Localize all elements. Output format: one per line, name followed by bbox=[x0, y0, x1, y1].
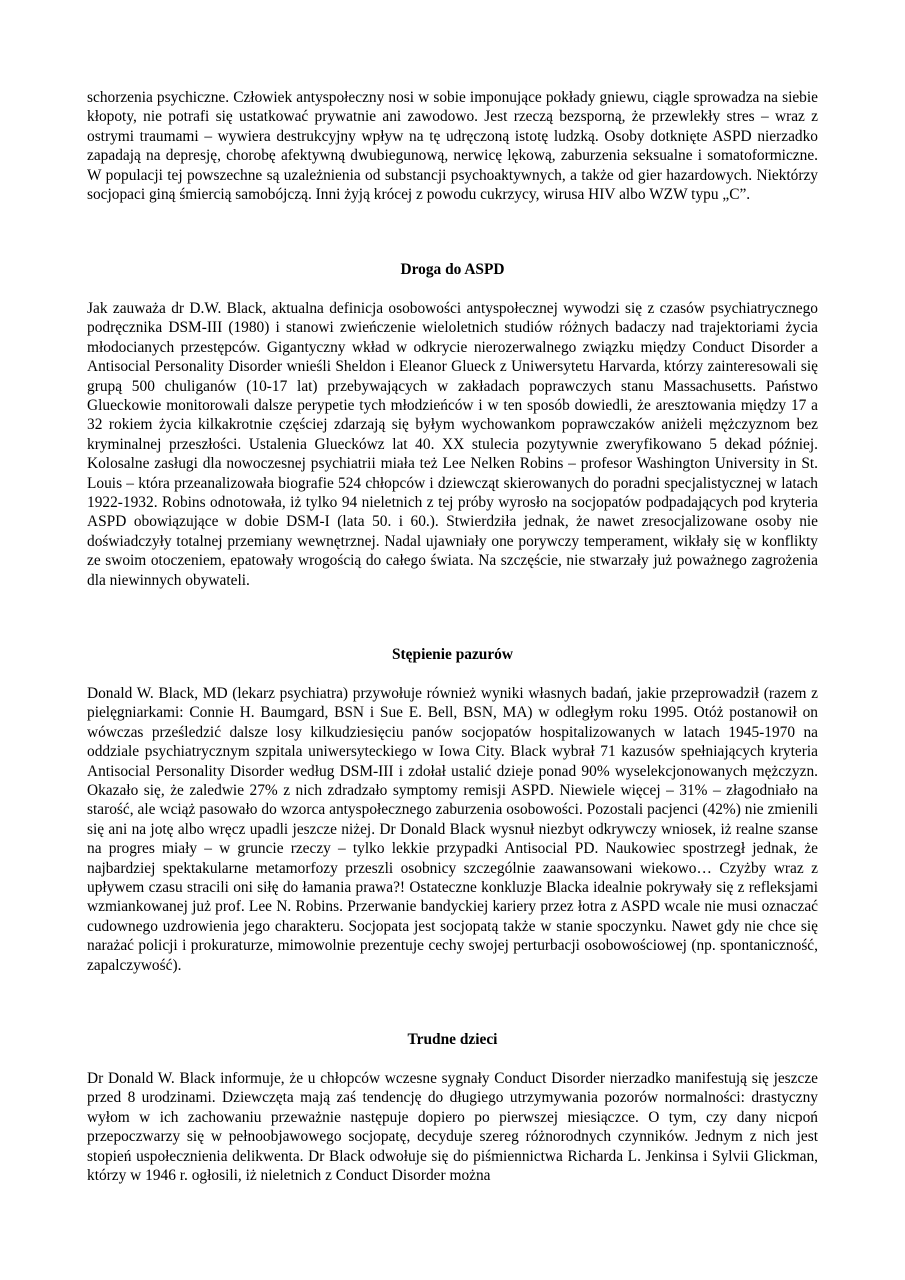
section-heading-stepienie: Stępienie pazurów bbox=[392, 646, 513, 663]
trudne-paragraph: Dr Donald W. Black informuje, że u chłopców wczesne sygnały Conduct Disorder nierzadko manifestują się jeszcze przed 8 urodzinami. Dziewczęta mają zaś tendencję do długiego utrzymywania pozorów normalności: drastyczny wyłom w ich zachowaniu przeważnie następuje dopiero po pierwszej miesiączce. O tym, czy dany nicpoń przepoczwarzy się w pełnoobjawowego socjopatę, decyduje szereg różnorodnych czynników. Jednym z nich jest stopień uspołecznienia delikwenta. Dr Black odwołuje się do piśmiennictwa Richarda L. Jenkinsa i Sylvii Glickman, którzy w 1946 r. ogłosili, iż nieletnich z Conduct Disorder można bbox=[87, 1070, 818, 1185]
intro-paragraph: schorzenia psychiczne. Człowiek antyspołeczny nosi w sobie imponujące pokłady gniewu, ciągle sprowadza na siebie kłopoty, nie potrafi się ustatkować prywatnie ani zawodowo. Jest rzeczą bezsporną, że przewlekły stres – wraz z ostrymi traumami – wywiera destrukcyjny wpływ na tę udręczoną istotę ludzką. Osoby dotknięte ASPD nierzadko zapadają na depresję, chorobę afektywną dwubiegunową, nerwicę lękową, zaburzenia seksualne i somatoformiczne. W populacji tej powszechne są uzależnienia od substancji psychoaktywnych, a także od gier hazardowych. Niektórzy socjopaci giną śmiercią samobójczą. Inni żyją krócej z powodu cukrzycy, wirusa HIV albo WZW typu „C”. bbox=[87, 89, 818, 204]
stepienie-paragraph: Donald W. Black, MD (lekarz psychiatra) przywołuje również wyniki własnych badań, jakie przeprowadził (razem z pielęgniarkami: Connie H. Baumgard, BSN i Sue E. Bell, BSN, MA) w odległym roku 1995. Otóż postanowił on wówczas prześledzić dalsze losy kilkudziesięciu panów socjopatów hospitalizowanych w latach 1945-1970 na oddziale psychiatrycznym szpitala uniwersyteckiego w Iowa City. Black wybrał 71 kazusów spełniających kryteria Antisocial Personality Disorder według DSM-III i zdołał ustalić dzieje ponad 90% wyselekcjonowanych mężczyzn. Okazało się, że zaledwie 27% z nich zdradzało symptomy remisji ASPD. Niewiele więcej – 31% – złagodniało na starość, ale wciąż pasowało do wzorca antyspołecznego zaburzenia osobowości. Pozostali pacjenci (42%) nie zmienili się ani na jotę albo wręcz upadli jeszcze niżej. Dr Donald Black wysnuł niezbyt odkrywczy wniosek, iż realne szanse na progres miały – w gruncie rzeczy – tylko lekkie przypadki Antisocial PD. Naukowiec spostrzegł jednak, że najbardziej spektakularne metamorfozy przeszli osobnicy szczególnie zaawansowani wiekowo… Czyżby wraz z upływem czasu stracili oni siłę do łamania prawa?! Ostateczne konkluzje Blacka idealnie pokrywały się z refleksjami wzmiankowanej już prof. Lee N. Robins. Przerwanie bandyckiej kariery przez łotra z ASPD wcale nie musi oznaczać cudownego uzdrowienia jego charakteru. Socjopata jest socjopatą także w stanie spoczynku. Nawet gdy nie chce się narażać policji i prokuraturze, mimowolnie prezentuje cechy swojej perturbacji osobowościowej (np. spontaniczność, zapalczywość). bbox=[87, 685, 818, 974]
section-heading-droga: Droga do ASPD bbox=[400, 261, 505, 278]
section-heading-trudne: Trudne dzieci bbox=[407, 1031, 498, 1048]
droga-paragraph: Jak zauważa dr D.W. Black, aktualna definicja osobowości antyspołecznej wywodzi się z czasów psychiatrycznego podręcznika DSM-III (1980) i stanowi zwieńczenie wieloletnich studiów różnych badaczy nad trajektoriami życia młodocianych przestępców. Gigantyczny wkład w odkrycie nierozerwalnego związku między Conduct Disorder a Antisocial Personality Disorder wnieśli Sheldon i Eleanor Glueck z Uniwersytetu Harvarda, którzy zainteresowali się grupą 500 chuliganów (10-17 lat) przebywających w zakładach poprawczych stanu Massachusetts. Państwo Glueckowie monitorowali dalsze perypetie tych młodzieńców i w ten sposób dowiedli, że aresztowania między 17 a 32 rokiem życia kilkakrotnie częściej zdarzają się byłym wychowankom poprawczaków aniżeli mężczyznom bez kryminalnej przeszłości. Ustalenia Glueckówz lat 40. XX stulecia pozytywnie zweryfikowano 5 dekad później. Kolosalne zasługi dla nowoczesnej psychiatrii miała też Lee Nelken Robins – profesor Washington University in St. Louis – która przeanalizowała biografie 524 chłopców i dziewcząt skierowanych do poradni specjalistycznej w latach 1922-1932. Robins odnotowała, iż tylko 94 nieletnich z tej próby wyrosło na socjopatów podpadających pod kryteria ASPD obowiązujące w dobie DSM-I (lata 50. i 60.). Stwierdziła jednak, że nawet zresocjalizowane osoby nie doświadczyły totalnej przemiany wewnętrznej. Nadal ujawniały one porywczy temperament, wikłały się w konflikty ze swoim otoczeniem, epatowały wrogością do całego świata. Na szczęście, nie stwarzały już poważnego zagrożenia dla niewinnych obywateli. bbox=[87, 300, 818, 589]
